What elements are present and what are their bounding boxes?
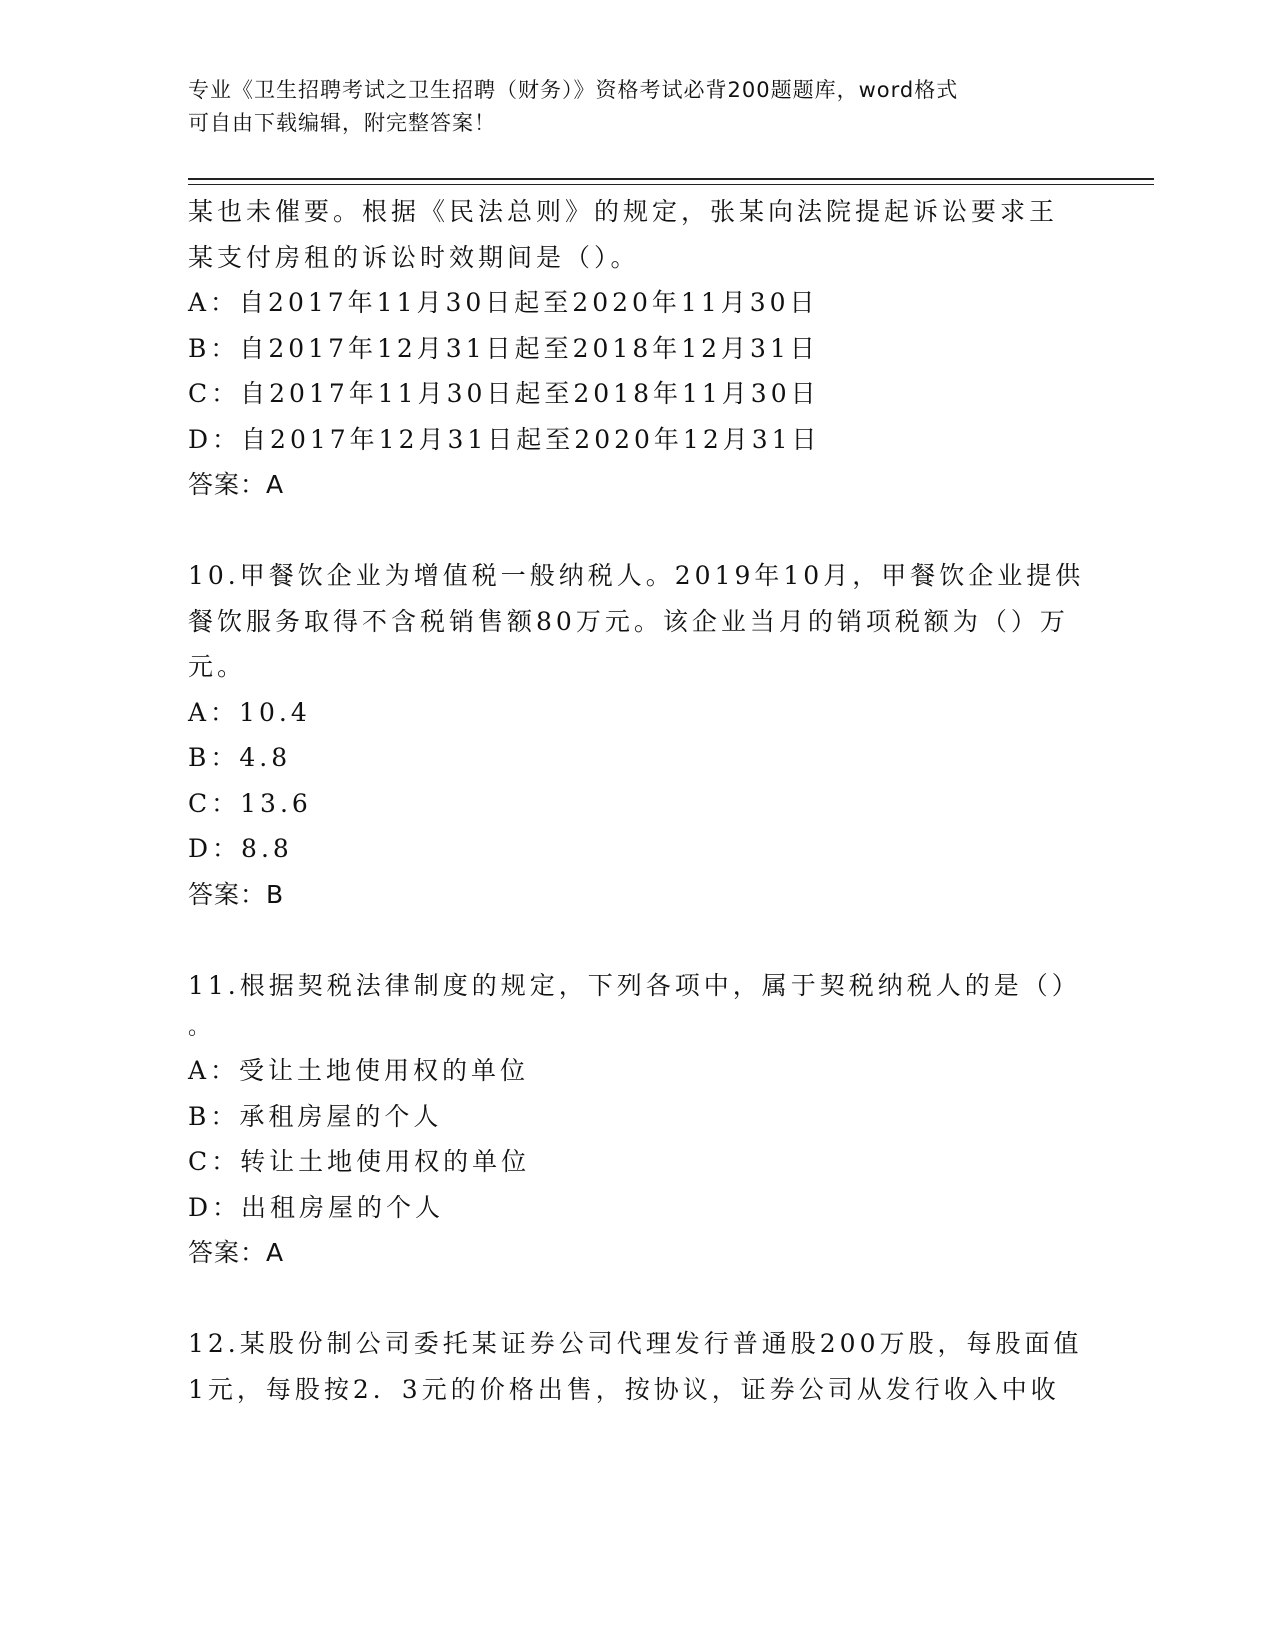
header-rule-thick [188, 178, 1154, 180]
question-9-text-line-1: 某也未催要。根据《民法总则》的规定，张某向法院提起诉讼要求王 [188, 197, 1059, 226]
question-11-option-b: B：承租房屋的个人 [188, 1101, 443, 1131]
header-title-line-2: 可自由下载编辑，附完整答案！ [188, 111, 496, 135]
question-9 [188, 189, 1088, 508]
question-10-option-b: B：4.8 [188, 743, 292, 772]
question-10-text-line-1: 10.甲餐饮企业为增值税一般纳税人。2019年10月，甲餐饮企业提供 [188, 561, 1085, 590]
question-content [188, 189, 1088, 1412]
question-10-option-a: A：10.4 [188, 697, 311, 727]
question-12-text-line-2: 1元，每股按2．3元的价格出售，按协议，证券公司从发行收入中收 [188, 1374, 1060, 1404]
question-9-option-a: A：自2017年11月30日起至2020年11月30日 [188, 288, 819, 317]
question-10-option-d: D：8.8 [188, 834, 293, 863]
question-spacer [188, 917, 1088, 963]
question-9-text-line-2: 某支付房租的诉讼时效期间是（）。 [188, 242, 640, 272]
question-10-option-c: C：13.6 [188, 788, 312, 818]
question-12 [188, 1321, 1088, 1412]
header-title-line-1: 专业《卫生招聘考试之卫生招聘（财务）》资格考试必背200题题库，word格式 [188, 78, 959, 102]
question-10-text-line-2: 餐饮服务取得不含税销售额80万元。该企业当月的销项税额为（）万 [188, 606, 1069, 636]
question-9-option-b: B：自2017年12月31日起至2018年12月31日 [188, 333, 819, 363]
question-11-option-d: D：出租房屋的个人 [188, 1192, 445, 1222]
question-11-text-line-1: 11.根据契税法律制度的规定，下列各项中，属于契税纳税人的是（） [188, 970, 1081, 1000]
question-9-answer: 答案：A [188, 470, 285, 499]
question-11-option-a: A：受让土地使用权的单位 [188, 1056, 530, 1085]
header-rule-thin [188, 184, 1154, 185]
question-11-text-line-2: 。 [188, 1015, 215, 1040]
question-12-text-line-1: 12.某股份制公司委托某证券公司代理发行普通股200万股，每股面值 [188, 1329, 1083, 1358]
question-11-answer: 答案：A [188, 1238, 285, 1267]
question-10 [188, 553, 1088, 917]
question-spacer [188, 508, 1088, 554]
question-9-option-d: D：自2017年12月31日起至2020年12月31日 [188, 424, 821, 454]
question-11-option-c: C：转让土地使用权的单位 [188, 1147, 531, 1176]
document-header [188, 74, 1068, 140]
question-9-option-c: C：自2017年11月30日起至2018年11月30日 [188, 379, 820, 408]
question-10-answer: 答案：B [188, 879, 285, 909]
question-11 [188, 963, 1088, 1276]
question-spacer [188, 1276, 1088, 1322]
question-10-text-line-3: 元。 [188, 652, 247, 681]
